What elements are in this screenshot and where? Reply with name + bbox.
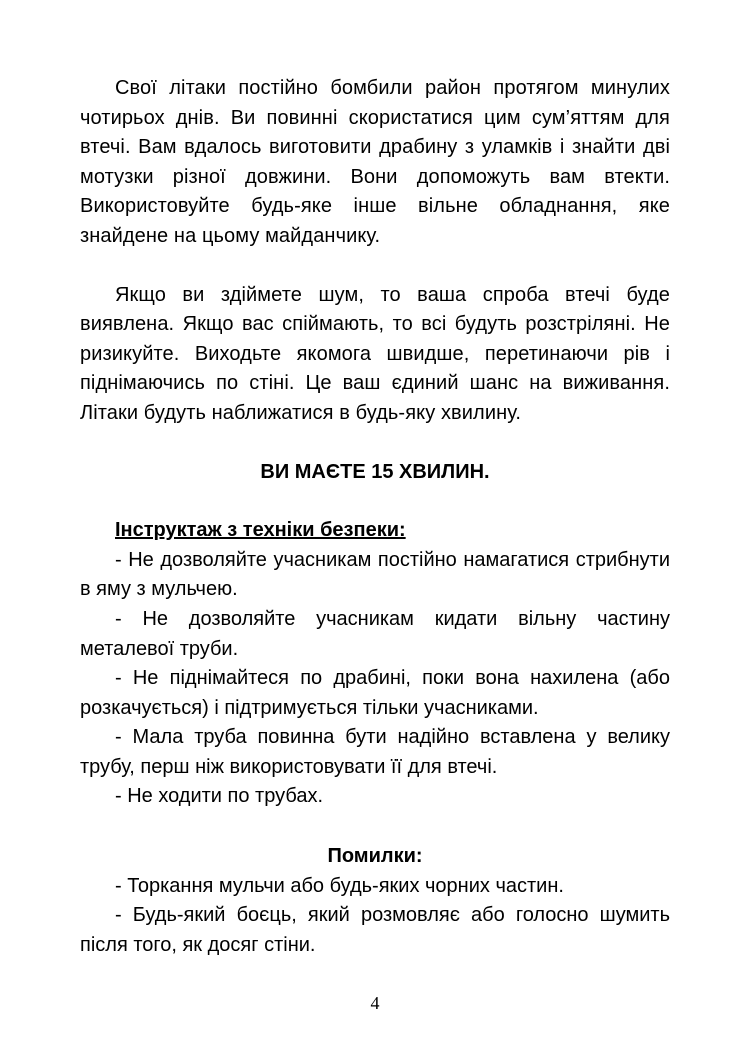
safety-briefing-list <box>80 546 670 812</box>
page-content <box>80 74 670 960</box>
list-item: - Будь-який боєць, який розмовляє або голосно шумить після того, як досяг стіни. <box>80 904 670 956</box>
list-item: - Не дозволяйте учасникам постійно намагатися стрибнути в яму з мульчею. <box>80 548 670 601</box>
page-number: 4 <box>370 993 380 1013</box>
errors-list <box>80 872 670 961</box>
safety-briefing-title: Інструктаж з техніки безпеки: <box>115 519 406 542</box>
list-item: - Торкання мульчи або будь-яких чорних частин. <box>115 874 564 897</box>
intro-paragraph: Свої літаки постійно бомбили район протягом минулих чотирьох днів. Ви повинні скористатися цим сум’яттям для втечі. Вам вдалось виготовити драбину з уламків і знайти дві мотузки різної довжини. Вони допоможуть вам втекти. Використовуйте будь-яке інше вільне обладнання, яке знайдене на цьому майданчику. <box>80 77 670 247</box>
time-limit-heading: ВИ МАЄТЕ 15 ХВИЛИН. <box>260 460 490 483</box>
warning-paragraph: Якщо ви здіймете шум, то ваша спроба втечі буде виявлена. Якщо вас спіймають, то всі будуть розстріляні. Не ризикуйте. Виходьте якомога швидше, перетинаючи рів і піднімаючись по стіні. Це ваш єдиний шанс на виживання. Літаки будуть наближатися в будь-яку хвилину. <box>80 283 670 424</box>
errors-title: Помилки: <box>327 845 423 868</box>
list-item: - Не дозволяйте учасникам кидати вільну частину металевої труби. <box>80 607 670 660</box>
list-item: - Мала труба повинна бути надійно вставлена у велику трубу, перш ніж використовувати її для втечі. <box>80 726 670 778</box>
list-item: - Не ходити по трубах. <box>115 785 323 808</box>
list-item: - Не піднімайтеся по драбині, поки вона нахилена (або розкачується) і підтримується тільки учасниками. <box>80 667 670 719</box>
